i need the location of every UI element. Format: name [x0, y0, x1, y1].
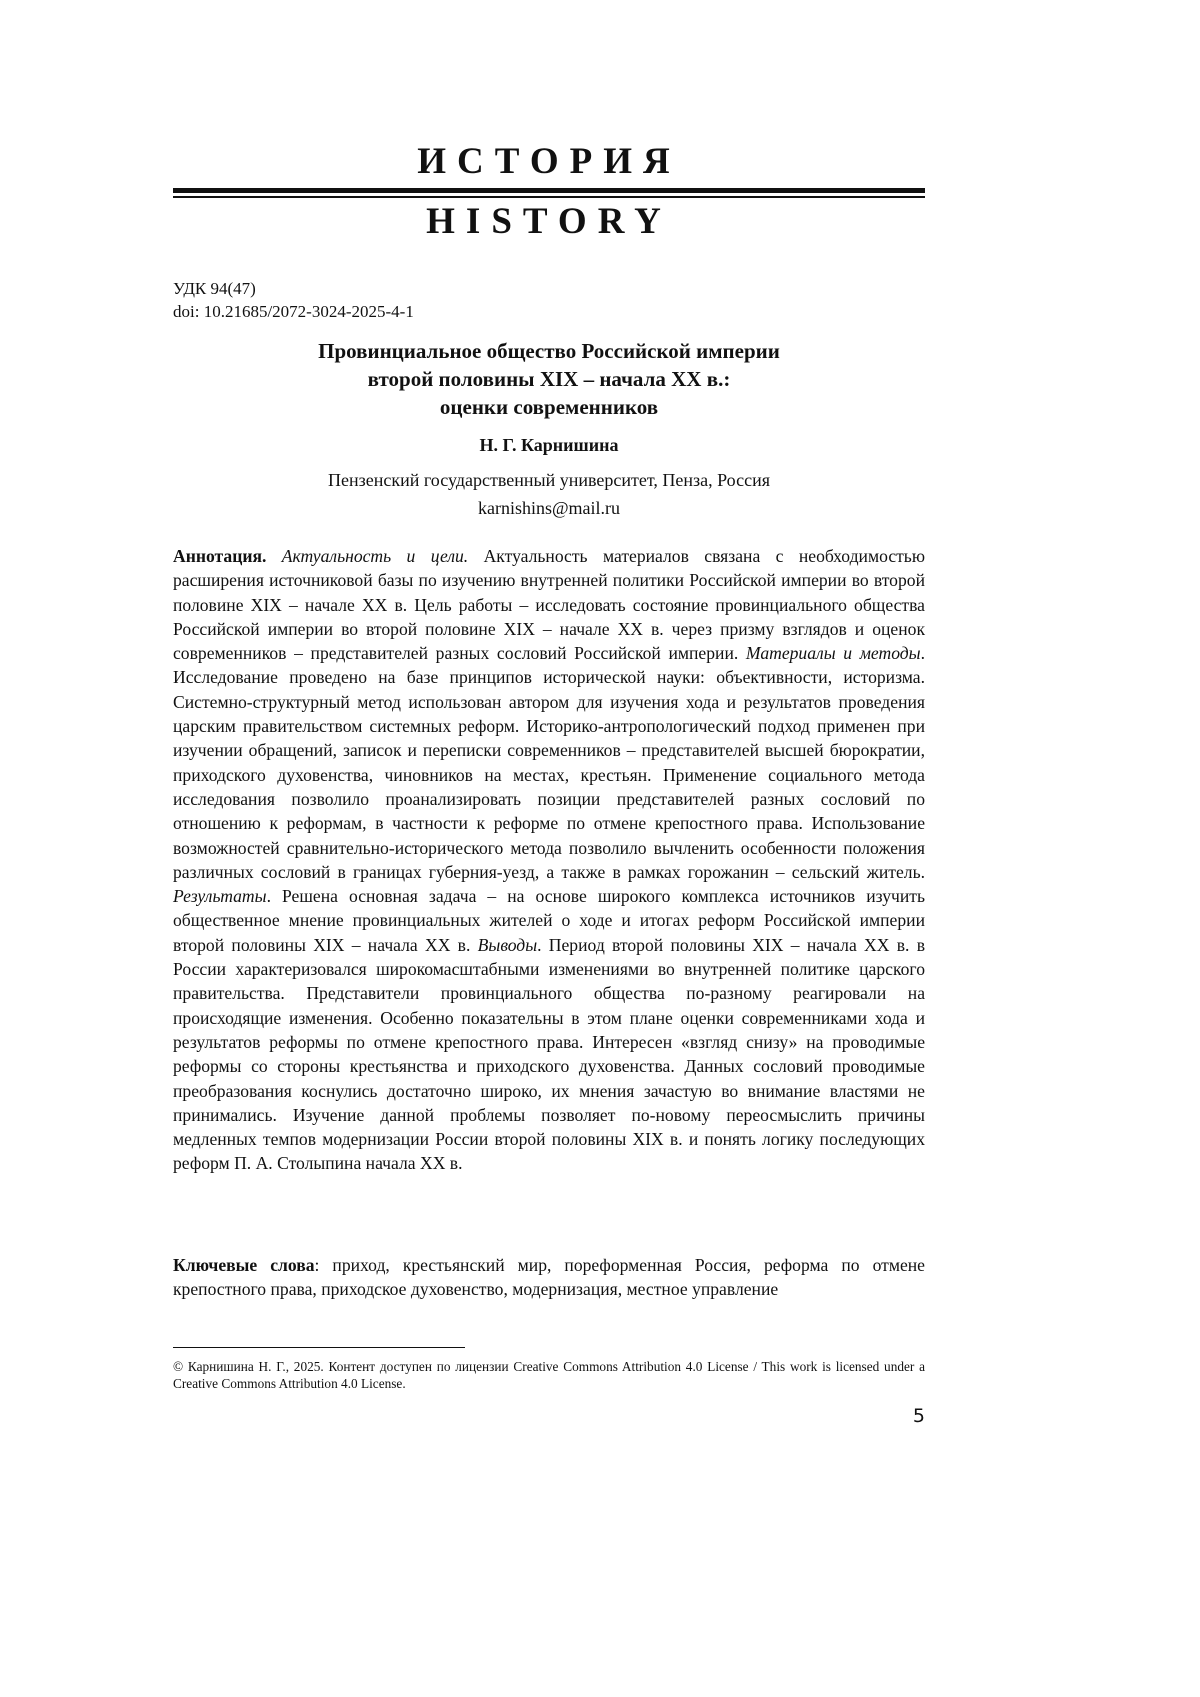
author-affiliation: Пензенский государственный университет, Пенза, Россия — [328, 470, 770, 490]
abstract-text: . Исследование проведено на базе принципов исторической науки: объективности, историзма. Системно-структурный метод использован автором для изучения хода и результатов проведения царским правительством системных реформ. Историко-антропологический подход применен при изучении обращений, записок и переписки современников – представителей высшей бюрократии, приходского духовенства, чиновников на местах, крестьян. Применение социального метода исследования позволило проанализировать позиции представителей разных сословий по отношению к реформам, в частности к реформе по отмене крепостного права. Использование возможностей сравнительно-исторического метода позволило вычленить особенности положения различных сословий в границах губерния-уезд, а также в рамках горожанин – сельский житель. — [173, 643, 925, 882]
abstract-text: . Решена основная задача – на основе широкого комплекса источников изучить общественное мнение провинциальных жителей о ходе и итогах реформ Российской империи второй половины XIX – начала XX в. — [173, 886, 925, 955]
section-title-en: HISTORY — [426, 201, 672, 242]
section-title-ru: ИСТОРИЯ — [417, 141, 681, 182]
udk-code: УДК 94(47) — [173, 279, 256, 298]
abstract-text: Актуальность материалов связана с необходимостью расширения источниковой базы по изучению внутренней политики Российской империи во второй половине XIX – начале XX в. Цель работы – исследовать состояние провинциального общества Российской империи во второй половине XIX – начале XX в. через призму взглядов и оценок современников – представителей разных сословий Российской империи. — [173, 546, 925, 664]
license-footnote: © Карнишина Н. Г., 2025. Контент доступен по лицензии Creative Commons Attribution 4.0 License / This work is licensed under a Creative Commons Attribution 4.0 License. — [173, 1359, 925, 1391]
journal-page — [173, 0, 925, 1697]
article-title-line: Провинциальное общество Российской империи — [318, 339, 780, 363]
header-rule-thin — [173, 196, 925, 198]
abstract — [173, 544, 925, 1176]
keywords — [173, 1253, 925, 1302]
abstract-heading-relevance: Актуальность и цели. — [281, 546, 469, 566]
keywords-text: : приход, крестьянский мир, пореформенная Россия, реформа по отмене крепостного права, приходское духовенство, модернизация, местное управление — [173, 1255, 925, 1300]
author-name: Н. Г. Карнишина — [479, 435, 619, 455]
page-number: 5 — [912, 1405, 925, 1427]
abstract-heading-results: Результаты — [173, 886, 267, 907]
abstract-label: Аннотация. — [173, 546, 267, 566]
keywords-label: Ключевые слова — [173, 1255, 315, 1275]
abstract-heading-conclusions: Выводы — [477, 934, 538, 955]
footnote-rule — [173, 1347, 465, 1348]
author-email: karnishins@mail.ru — [477, 498, 621, 518]
article-title-line: оценки современников — [439, 395, 659, 419]
abstract-heading-methods: Материалы и методы — [745, 643, 921, 664]
header-rule-thick — [173, 188, 925, 193]
abstract-text: . Период второй половины XIX – начала XX в. в России характеризовался широкомасштабными изменениями во внутренней политике царского правительства. Представители провинциального общества по-разному реагировали на происходящие изменения. Особенно показательны в этом плане оценки современниками хода и результатов реформы по отмене крепостного права. Интересен «взгляд снизу» на проводимые реформы со стороны крестьянства и приходского духовенства. Данных сословий проводимые преобразования коснулись достаточно широко, их мнения зачастую во внимание властями не принимались. Изучение данной проблемы позволяет по-новому переосмыслить причины медленных темпов модернизации России второй половины XIX в. и понять логику последующих реформ П. А. Столыпина начала XX в. — [173, 934, 926, 1174]
doi: doi: 10.21685/2072-3024-2025-4-1 — [173, 302, 414, 321]
article-title-line: второй половины XIX – начала XX в.: — [367, 367, 731, 391]
article-title — [173, 337, 925, 421]
